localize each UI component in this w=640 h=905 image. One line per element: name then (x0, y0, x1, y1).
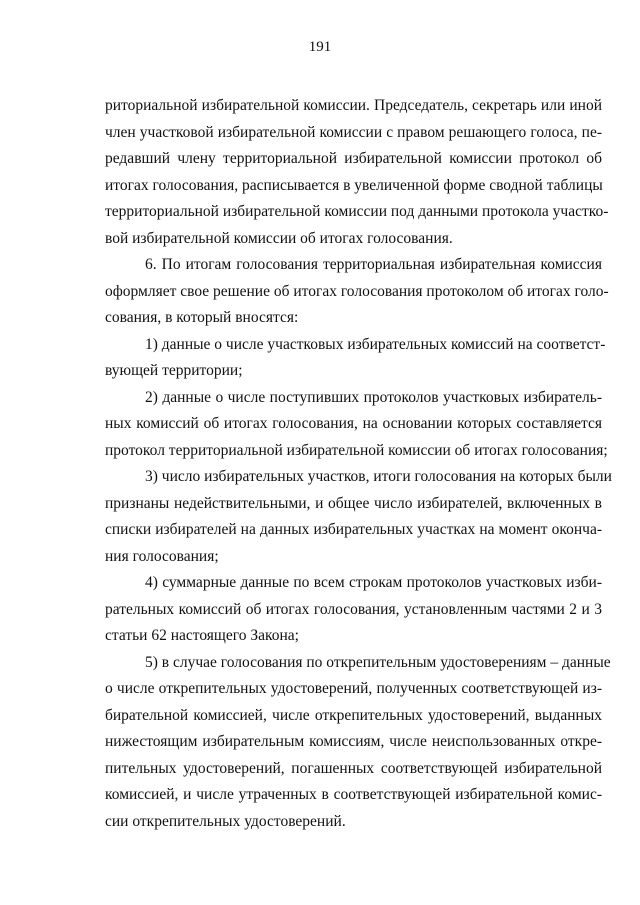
text-line: протокол территориальной избирательной комиссии об итогах голосования; (105, 441, 608, 459)
text-line: 4) суммарные данные по всем строкам протоколов участковых изби- (145, 574, 602, 591)
text-line: ных комиссий об итогах голосования, на основании которых составляется (105, 415, 602, 432)
text-line: пительных удостоверений, погашенных соответствующей избирательной (105, 759, 602, 777)
text-line: 1) данные о числе участковых избирательных комиссий на соответст- (145, 335, 606, 353)
text-line: территориальной избирательной комиссии под данными протокола участко- (105, 203, 609, 220)
text-line: признаны недействительными, и общее число избирателей, включенных в (105, 494, 602, 512)
text-line: редавший члену территориальной избирательной комиссии протокол об (105, 150, 602, 167)
text-line: риториальной избирательной комиссии. Председатель, секретарь или иной (105, 97, 602, 114)
text-line: нижестоящим избирательным комиссиям, числе неиспользованных откре- (105, 733, 602, 750)
text-line: член участковой избирательной комиссии с правом решающего голоса, пе- (105, 123, 602, 141)
text-line: сования, в который вносятся: (105, 309, 299, 326)
text-line: итогах голосования, расписывается в увеличенной форме сводной таблицы (105, 176, 603, 194)
text-line: бирательной комиссией, числе открепительных удостоверений, выданных (105, 706, 602, 724)
text-line: списки избирателей на данных избирательных участках на момент оконча- (105, 521, 602, 538)
text-line: вой избирательной комиссии об итогах голосования. (105, 229, 453, 247)
text-line: ния голосования; (105, 547, 219, 565)
text-line: 6. По итогам голосования территориальная избирательная комиссия (145, 256, 602, 273)
text-line: 2) данные о числе поступивших протоколов участковых избиратель- (145, 388, 602, 406)
page-number: 191 (308, 39, 332, 55)
text-line: 5) в случае голосования по открепительным удостоверениям – данные (145, 653, 611, 671)
text-line: вующей территории; (105, 362, 243, 379)
text-line: сии открепительных удостоверений. (105, 812, 346, 830)
text-line: 3) число избирательных участков, итоги голосования на которых были (145, 468, 612, 485)
text-line: рательных комиссий об итогах голосования, установленным частями 2 и 3 (105, 600, 602, 618)
text-line: комиссией, и числе утраченных в соответствующей избирательной комис- (105, 786, 602, 803)
text-line: статьи 62 настоящего Закона; (105, 627, 299, 644)
text-line: оформляет свое решение об итогах голосования протоколом об итогах голо- (105, 282, 609, 300)
text-line: о числе открепительных удостоверений, полученных соответствующей из- (105, 680, 602, 697)
